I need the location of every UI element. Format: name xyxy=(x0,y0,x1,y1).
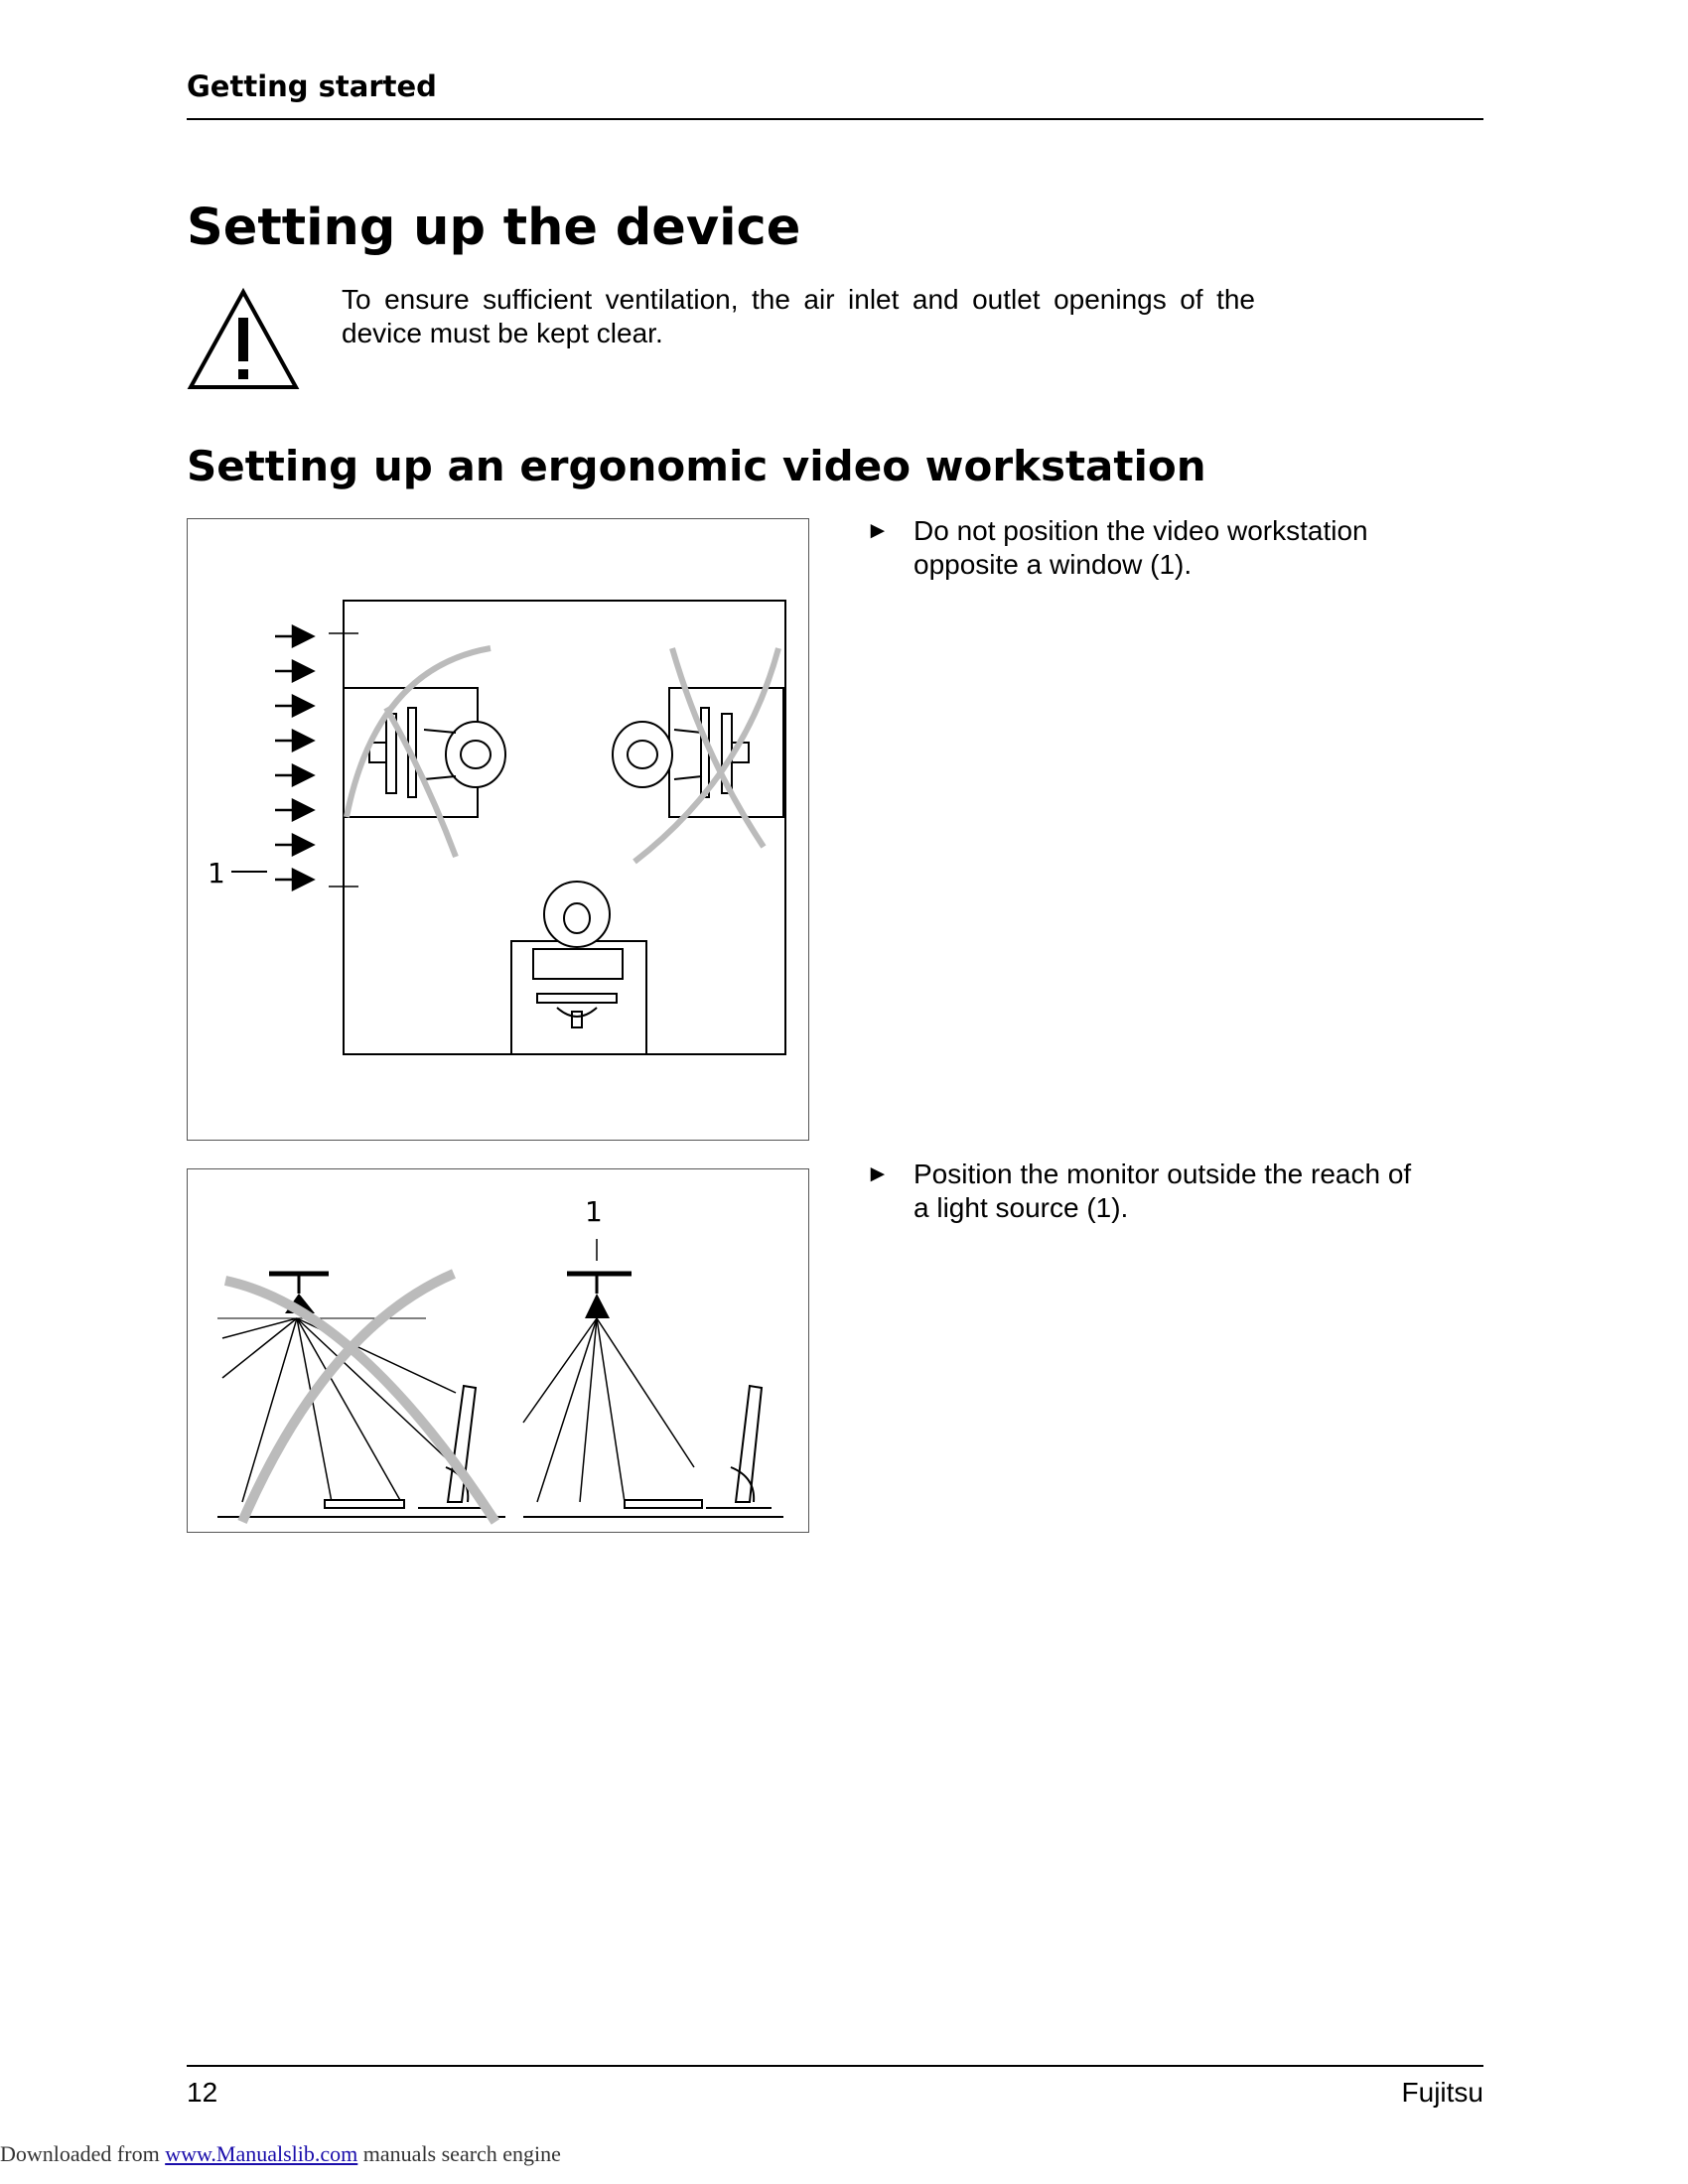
bullet-arrow-icon: ► xyxy=(866,517,890,544)
running-header: Getting started xyxy=(187,69,437,103)
figure-1-callout-label: 1 xyxy=(208,857,225,889)
figure-2-callout-label: 1 xyxy=(585,1195,603,1228)
header-rule xyxy=(187,118,1483,120)
figure-light-source xyxy=(187,1168,809,1533)
footer-brand: Fujitsu xyxy=(1401,2077,1483,2108)
download-notice xyxy=(0,2141,561,2167)
warning-triangle-icon xyxy=(187,288,300,391)
manualslib-link[interactable]: www.Manualslib.com xyxy=(165,2141,358,2166)
bullet-arrow-icon: ► xyxy=(866,1160,890,1187)
footer-rule xyxy=(187,2065,1483,2067)
download-suffix: manuals search engine xyxy=(357,2141,561,2166)
instruction-text: Do not position the video workstation opposite a window (1). xyxy=(914,515,1368,580)
section-title: Setting up an ergonomic video workstation xyxy=(187,442,1206,490)
page-number: 12 xyxy=(187,2077,218,2108)
warning-text: To ensure sufficient ventilation, the air inlet and outlet openings of the device must be kept clear. xyxy=(342,284,1255,348)
figure-window-layout xyxy=(187,518,809,1141)
page-title: Setting up the device xyxy=(187,199,801,257)
instruction-text: Position the monitor outside the reach of a light source (1). xyxy=(914,1159,1412,1223)
download-prefix: Downloaded from xyxy=(0,2141,166,2166)
